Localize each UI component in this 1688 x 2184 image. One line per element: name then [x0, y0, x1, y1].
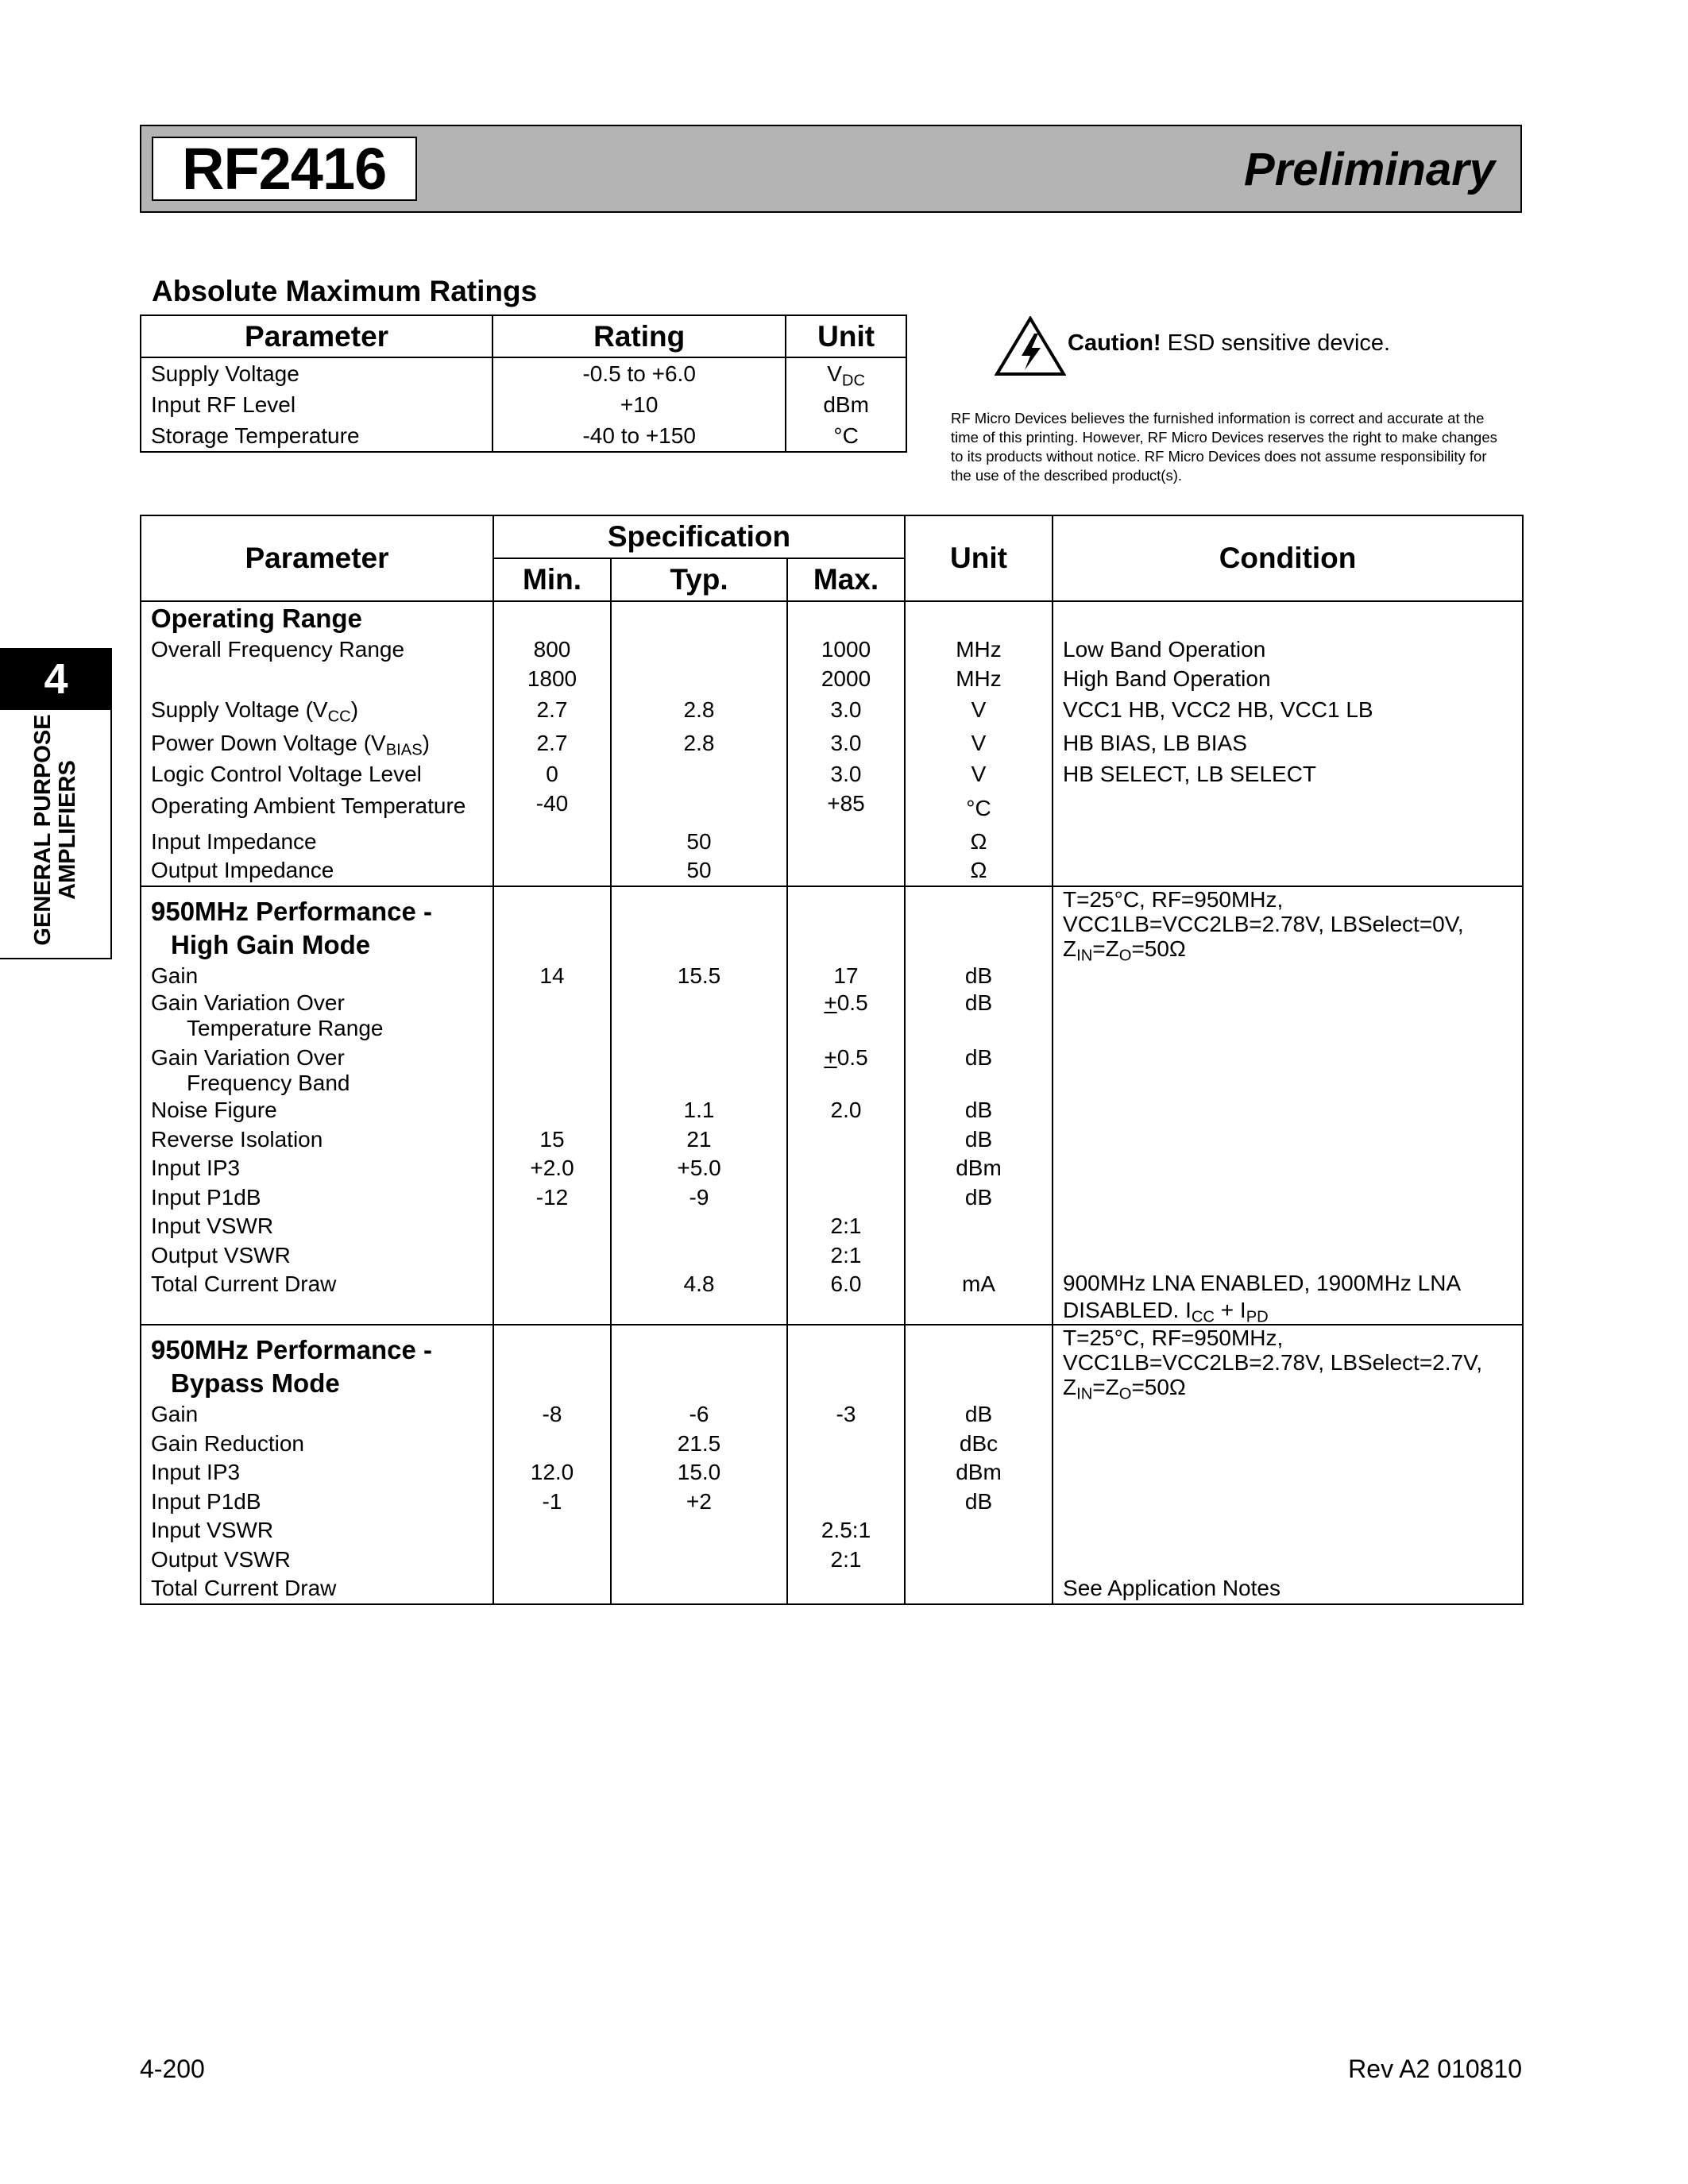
section-title: 950MHz Performance - Bypass Mode: [141, 1325, 493, 1400]
table-row: Gain Variation Over Temperature Range +0.5 dB: [141, 990, 1523, 1041]
section-row: [141, 886, 1523, 962]
column-header: Max.: [787, 558, 905, 601]
table-row: Supply Voltage $(V_{CC})$ 2.7 2.8 3.0 V VCC1 HB, VCC2 HB, VCC1 LB: [141, 693, 1523, 727]
table-row: Input VSWR 2.5:1: [141, 1516, 1523, 1545]
section-row: [141, 1325, 1523, 1400]
table-header-row: [141, 315, 906, 357]
disclaimer-text: RF Micro Devices believes the furnished information is correct and accurate at the time of this printing. However, RF Micro Devices reserves the right to make changes to its products without notice. RF Micro Devices does not assume responsibility for the use of the described product(s).: [951, 410, 1497, 484]
header-bar: [140, 125, 1522, 213]
column-header: Specification: [493, 515, 905, 558]
chapter-label: GENERAL PURPOSE AMPLIFIERS: [30, 714, 80, 946]
table-row: Power Down Voltage $(V_{BIAS})$ 2.7 2.8 3.0 V HB BIAS, LB BIAS: [141, 727, 1523, 760]
table-row: Overall Frequency Range 800 1800 1000 2000 MHz MHz Low Band Operation High Band Operation: [141, 635, 1523, 693]
caution-text: ESD sensitive device.: [1161, 330, 1391, 356]
unit-cell: $V_{DC}$: [786, 357, 906, 389]
condition-cell: T=25°C, RF=950MHz, VCC1LB=VCC2LB=2.78V, LBSelect=0V, $Z_{IN}=Z_O=50\Omega$: [1053, 886, 1523, 962]
column-header: Rating: [492, 315, 786, 357]
table-row: Input IP3 12.0 15.0 dBm: [141, 1458, 1523, 1488]
table-row: [141, 420, 906, 452]
table-row: Gain -8 -6 -3 dB: [141, 1400, 1523, 1430]
chapter-tab: 4: [0, 648, 112, 710]
rating-cell: -0.5 to +6.0: [492, 357, 786, 389]
table-row: Output Impedance 50 Ω: [141, 856, 1523, 886]
rating-cell: +10: [492, 389, 786, 420]
caution-label: Caution!: [1068, 330, 1161, 356]
section-title: 950MHz Performance - High Gain Mode: [141, 886, 493, 962]
table-row: Operating Ambient Temperature -40 +85 °C: [141, 789, 1523, 828]
table-row: Output VSWR 2:1: [141, 1545, 1523, 1575]
column-header: Typ.: [611, 558, 787, 601]
table-row: Input IP3 +2.0 +5.0 dBm: [141, 1154, 1523, 1183]
unit-cell: °C: [786, 420, 906, 452]
parameter-cell: Supply Voltage: [141, 357, 492, 389]
parameter-cell: Storage Temperature: [141, 420, 492, 452]
section-title: Operating Range: [141, 601, 493, 635]
table-row: Input VSWR 2:1: [141, 1212, 1523, 1241]
table-header-row: [141, 515, 1523, 558]
table-row: [141, 389, 906, 420]
tab-divider: [110, 710, 112, 959]
status-label: Preliminary: [1244, 144, 1495, 195]
column-header: Unit: [905, 515, 1053, 601]
column-header: Parameter: [141, 315, 492, 357]
table-row: Gain Variation Over Frequency Band +0.5 dB: [141, 1041, 1523, 1096]
condition-cell: T=25°C, RF=950MHz, VCC1LB=VCC2LB=2.78V, LBSelect=2.7V, $Z_{IN}=Z_O=50\Omega$: [1053, 1325, 1523, 1400]
column-header: Unit: [786, 315, 906, 357]
spec-table: [140, 515, 1524, 1605]
table-row: Reverse Isolation 15 21 dB: [141, 1125, 1523, 1155]
parameter-cell: Input RF Level: [141, 389, 492, 420]
part-number: RF2416: [152, 137, 417, 201]
column-header: Condition: [1053, 515, 1523, 601]
unit-cell: dBm: [786, 389, 906, 420]
table-row: [141, 357, 906, 389]
table-row: Noise Figure 1.1 2.0 dB: [141, 1096, 1523, 1125]
table-row: Input P1dB -12 -9 dB: [141, 1183, 1523, 1213]
table-row: Gain Reduction 21.5 dBc: [141, 1430, 1523, 1459]
table-row: Logic Control Voltage Level 0 3.0 V HB SELECT, LB SELECT: [141, 760, 1523, 789]
page-number: 4-200: [140, 2055, 205, 2083]
table-row: Output VSWR 2:1: [141, 1241, 1523, 1271]
abs-max-table: [140, 314, 907, 453]
section-row: [141, 601, 1523, 635]
table-row: Total Current Draw 4.8 6.0 mA 900MHz LNA ENABLED, 1900MHz LNA DISABLED. $I_{CC} + I_{PD}$: [141, 1270, 1523, 1325]
esd-warning-triangle-icon: [995, 316, 1066, 376]
rating-cell: -40 to +150: [492, 420, 786, 452]
table-row: Input P1dB -1 +2 dB: [141, 1488, 1523, 1517]
table-row: Gain 14 15.5 17 dB: [141, 962, 1523, 991]
column-header: Parameter: [141, 515, 493, 601]
table-row: Total Current Draw See Application Notes: [141, 1574, 1523, 1604]
tab-divider: [0, 958, 112, 959]
table-row: Input Impedance 50 Ω: [141, 828, 1523, 857]
revision: Rev A2 010810: [1348, 2055, 1522, 2083]
column-header: Min.: [493, 558, 611, 601]
abs-max-title: Absolute Maximum Ratings: [152, 275, 538, 307]
